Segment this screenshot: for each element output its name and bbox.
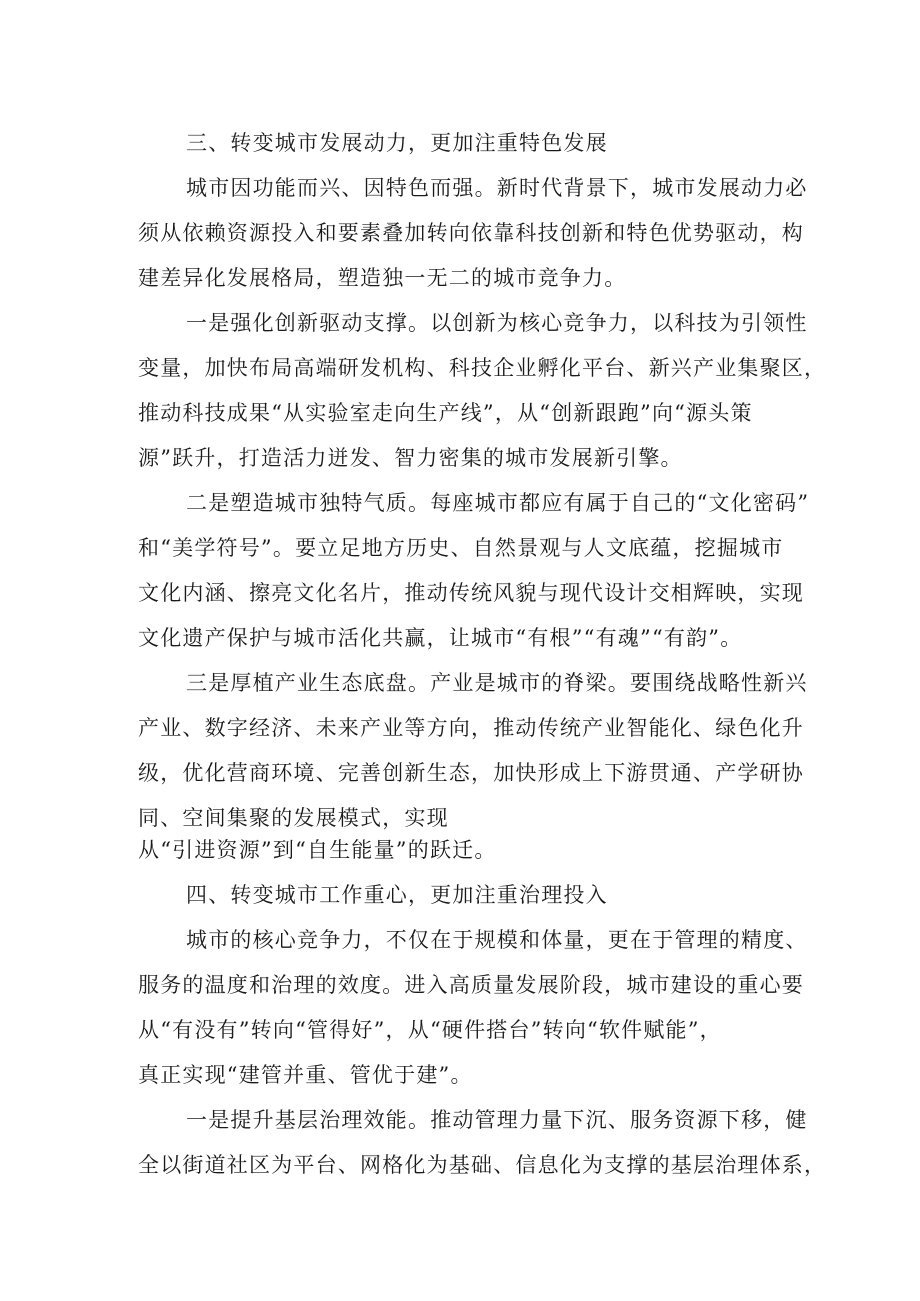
paragraph-line: 三是厚植产业生态底盘。产业是城市的脊梁。要围绕战略性新兴 (186, 671, 808, 695)
paragraph-line: 城市的核心竞争力，不仅在于规模和体量，更在于管理的精度、 (186, 928, 808, 952)
paragraph-line: 城市因功能而兴、因特色而强。新时代背景下，城市发展动力必 (186, 176, 808, 200)
paragraph-line: 从“有没有”转向“管得好”，从“硬件搭台”转向“软件赋能”， (138, 1018, 722, 1042)
section-heading-three: 三、转变城市发展动力，更加注重特色发展 (186, 131, 608, 155)
paragraph-line: 源”跃升，打造活力迸发、智力密集的城市发展新引擎。 (138, 446, 683, 470)
paragraph-line: 一是提升基层治理效能。推动管理力量下沉、服务资源下移，健 (186, 1108, 808, 1132)
paragraph-line: 推动科技成果“从实验室走向生产线”，从“创新跟跑”向“源头策 (138, 401, 753, 425)
paragraph-line: 一是强化创新驱动支撑。以创新为核心竞争力，以科技为引领性 (186, 311, 808, 335)
paragraph-line: 二是塑造城市独特气质。每座城市都应有属于自己的“文化密码” (186, 491, 810, 515)
section-heading-four: 四、转变城市工作重心，更加注重治理投入 (186, 883, 608, 907)
paragraph-line: 从“引进资源”到“自生能量”的跃迁。 (138, 838, 497, 862)
paragraph-line: 变量，加快布局高端研发机构、科技企业孵化平台、新兴产业集聚区， (138, 356, 827, 380)
paragraph-line: 文化内涵、擦亮文化名片，推动传统风貌与现代设计交相辉映，实现 (138, 581, 804, 605)
paragraph-line: 建差异化发展格局，塑造独一无二的城市竞争力。 (138, 266, 627, 290)
paragraph-line: 产业、数字经济、未来产业等方向，推动传统产业智能化、绿色化升 (138, 716, 804, 740)
paragraph-line: 服务的温度和治理的效度。进入高质量发展阶段，城市建设的重心要 (138, 973, 804, 997)
paragraph-line: 全以街道社区为平台、网格化为基础、信息化为支撑的基层治理体系， (138, 1153, 827, 1177)
paragraph-line: 文化遗产保护与城市活化共赢，让城市“有根”“有魂”“有韵”。 (138, 626, 743, 650)
paragraph-line: 须从依赖资源投入和要素叠加转向依靠科技创新和特色优势驱动，构 (138, 221, 804, 245)
paragraph-line: 级，优化营商环境、完善创新生态，加快形成上下游贯通、产学研协 (138, 761, 804, 785)
paragraph-line: 和“美学符号”。要立足地方历史、自然景观与人文底蕴，挖掘城市 (138, 536, 784, 560)
paragraph-line: 真正实现“建管并重、管优于建”。 (138, 1063, 473, 1087)
paragraph-line: 同、空间集聚的发展模式，实现 (138, 806, 449, 830)
